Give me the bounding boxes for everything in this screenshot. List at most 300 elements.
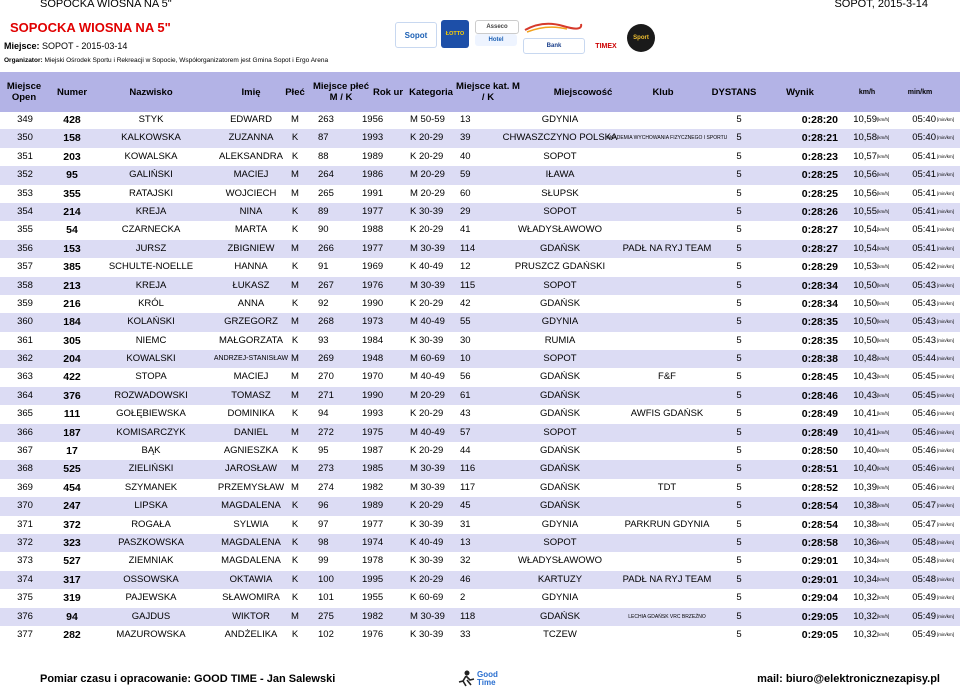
cell-city: SOPOT: [543, 353, 577, 365]
cell-sex: M: [291, 426, 299, 438]
cell-time: 0:28:23: [801, 150, 838, 163]
cell-sur: GOŁĘBIEWSKA: [116, 408, 186, 420]
cell-time: 0:28:38: [801, 353, 838, 366]
cell-kmh: 10,50: [853, 316, 877, 328]
cell-kmh-unit: [km/h]: [877, 484, 890, 490]
cell-dist: 5: [736, 371, 742, 383]
cell-pace-unit: [min/km]: [937, 576, 955, 582]
cell-pmk: 275: [318, 610, 334, 622]
cell-dist: 5: [736, 353, 742, 365]
cell-pmk: 98: [318, 536, 329, 548]
cell-club: PARKRUN GDYNIA: [624, 518, 710, 530]
cell-name: MAGDALENA: [221, 536, 281, 548]
cell-year: 1976: [362, 628, 384, 640]
cell-city: WŁADYSŁAWOWO: [517, 555, 603, 567]
cell-pmk: 90: [318, 224, 329, 236]
cell-open: 362: [17, 353, 33, 365]
cell-cat: K 30-39: [410, 518, 444, 530]
cell-kmh-unit: [km/h]: [877, 558, 890, 564]
cell-name: GRZEGORZ: [224, 316, 278, 328]
cell-sur: KALKOWSKA: [121, 132, 181, 144]
cell-num: 187: [63, 426, 81, 439]
cell-dist: 5: [736, 610, 742, 622]
cell-name: OKTAWIA: [229, 573, 273, 585]
cell-open: 368: [17, 463, 33, 475]
cell-open: 373: [17, 555, 33, 567]
cell-club: TDT: [657, 481, 677, 493]
cell-sur: KREJA: [135, 279, 167, 291]
cell-kmh: 10,40: [853, 463, 877, 475]
cell-sur: KREJA: [135, 205, 167, 217]
cell-pace: 05:45: [912, 389, 936, 401]
cell-pace-unit: [min/km]: [937, 374, 955, 380]
table-row: [0, 368, 960, 386]
cell-catp: 56: [460, 371, 471, 383]
table-row: [0, 185, 960, 203]
cell-cat: M 20-29: [410, 187, 445, 199]
cell-city: IŁAWA: [545, 169, 575, 181]
cell-pace: 05:41: [912, 205, 936, 217]
cell-pace: 05:47: [912, 500, 936, 512]
cell-year: 1970: [362, 371, 384, 383]
cell-time: 0:28:20: [801, 114, 838, 126]
cell-time: 0:28:34: [801, 279, 838, 292]
cell-kmh: 10,34: [853, 573, 877, 585]
cell-num: 94: [66, 610, 78, 623]
top-event-title: SOPOCKA WIOSNA NA 5": [40, 0, 172, 10]
good-time-logo-text: Good Time: [477, 670, 498, 687]
cell-num: 454: [63, 481, 81, 494]
cell-dist: 5: [736, 555, 742, 567]
cell-pace: 05:43: [912, 316, 936, 328]
cell-kmh: 10,58: [853, 132, 877, 144]
cell-sur: MAZUROWSKA: [116, 628, 186, 640]
cell-name: NINA: [239, 205, 263, 217]
cell-catp: 60: [460, 187, 471, 199]
cell-year: 1990: [362, 389, 384, 401]
cell-kmh-unit: [km/h]: [877, 539, 890, 545]
cell-sur: CZARNECKA: [121, 224, 181, 236]
cell-pace-unit: [min/km]: [937, 300, 955, 306]
cell-city: RUMIA: [544, 334, 576, 346]
table-row: [0, 571, 960, 589]
cell-dist: 5: [736, 481, 742, 493]
cell-kmh: 10,56: [853, 187, 877, 199]
cell-dist: 5: [736, 224, 742, 236]
cell-time: 0:28:27: [801, 224, 838, 237]
col-distance: DYSTANS: [711, 86, 757, 98]
cell-pace-unit: [min/km]: [937, 521, 955, 527]
cell-kmh-unit: [km/h]: [877, 466, 890, 472]
cell-kmh-unit: [km/h]: [877, 153, 890, 159]
cell-open: 374: [17, 573, 33, 585]
results-table-body: [0, 111, 960, 644]
table-row: [0, 405, 960, 423]
cell-num: 184: [63, 316, 81, 329]
cell-year: 1975: [362, 426, 384, 438]
cell-catp: 12: [460, 261, 471, 273]
cell-sur: ZIEMNIAK: [128, 555, 174, 567]
cell-cat: K 20-29: [410, 132, 444, 144]
cell-catp: 42: [460, 297, 471, 309]
cell-sur: BĄK: [141, 445, 161, 457]
cell-catp: 2: [460, 592, 466, 604]
cell-cat: K 40-49: [410, 261, 444, 273]
cell-kmh-unit: [km/h]: [877, 135, 890, 141]
cell-num: 17: [66, 445, 78, 458]
footer-timing-credit: Pomiar czasu i opracowanie: GOOD TIME - Jan Salewski: [40, 673, 336, 685]
cell-name: MAŁGORZATA: [218, 334, 284, 346]
table-row: [0, 258, 960, 276]
cell-name: ŁUKASZ: [232, 279, 270, 291]
cell-open: 377: [17, 628, 33, 640]
col-place-category: Miejsce kat. M / K: [456, 81, 520, 103]
sponsor-logo-lotto: ŁOTTO: [441, 20, 469, 48]
cell-catp: 43: [460, 408, 471, 420]
cell-pmk: 270: [318, 371, 334, 383]
cell-name: PRZEMYSŁAW: [217, 481, 285, 493]
cell-kmh-unit: [km/h]: [877, 411, 890, 417]
cell-pace-unit: [min/km]: [937, 631, 955, 637]
cell-pace-unit: [min/km]: [937, 135, 955, 141]
col-sex: Płeć: [285, 86, 305, 98]
cell-catp: 13: [460, 114, 471, 125]
cell-time: 0:29:01: [801, 555, 838, 568]
cell-year: 1977: [362, 205, 384, 217]
cell-name: ANDRZEJ-STANISŁAW: [213, 355, 289, 363]
cell-cat: M 30-39: [410, 279, 445, 291]
cell-num: 153: [63, 242, 81, 255]
cell-pmk: 100: [318, 573, 334, 585]
cell-dist: 5: [736, 242, 742, 254]
cell-name: HANNA: [234, 261, 268, 273]
cell-kmh: 10,56: [853, 169, 877, 181]
cell-kmh-unit: [km/h]: [877, 172, 890, 178]
col-number: Numer: [56, 86, 88, 98]
cell-time: 0:28:34: [801, 297, 838, 310]
cell-open: 369: [17, 481, 33, 493]
cell-catp: 117: [460, 481, 476, 493]
cell-open: 370: [17, 500, 33, 512]
cell-num: 422: [63, 371, 81, 384]
cell-sur: KOMISARCZYK: [116, 426, 186, 438]
cell-dist: 5: [736, 132, 742, 144]
cell-time: 0:28:29: [801, 261, 838, 274]
page-top-line: [0, 0, 960, 12]
cell-city: WŁADYSŁAWOWO: [517, 224, 603, 236]
cell-city: PRUSZCZ GDAŃSKI: [514, 261, 606, 273]
cell-city: GDAŃSK: [539, 389, 581, 401]
cell-year: 1989: [362, 500, 384, 512]
cell-num: 204: [63, 353, 81, 366]
cell-sur: GAJDUS: [131, 610, 171, 622]
event-title: SOPOCKA WIOSNA NA 5": [10, 20, 171, 35]
cell-city: GDAŃSK: [539, 371, 581, 383]
cell-pmk: 268: [318, 316, 334, 328]
cell-sur: STOPA: [135, 371, 167, 383]
cell-open: 356: [17, 242, 33, 254]
top-place-date: SOPOT, 2015-3-14: [834, 0, 928, 10]
cell-catp: 33: [460, 628, 471, 640]
table-row: [0, 350, 960, 368]
cell-kmh-unit: [km/h]: [877, 521, 890, 527]
cell-pace: 05:46: [912, 463, 936, 475]
cell-kmh: 10,57: [853, 150, 877, 162]
cell-cat: M 40-49: [410, 426, 445, 438]
cell-pmk: 265: [318, 187, 334, 199]
cell-kmh: 10,40: [853, 445, 877, 457]
cell-pmk: 263: [318, 114, 334, 125]
cell-cat: K 30-39: [410, 205, 444, 217]
cell-cat: M 30-39: [410, 242, 445, 254]
cell-dist: 5: [736, 628, 742, 640]
organizer-value: Miejski Ośrodek Sportu i Rekreacji w Sopocie, Współorganizatorem jest Gmina Sopot i Ergo Arena: [42, 57, 329, 64]
cell-cat: M 60-69: [410, 353, 445, 365]
cell-pace: 05:49: [912, 628, 936, 640]
cell-dist: 5: [736, 187, 742, 199]
cell-kmh: 10,32: [853, 592, 877, 604]
cell-time: 0:28:49: [801, 408, 838, 421]
cell-city: SOPOT: [543, 150, 577, 162]
cell-year: 1987: [362, 445, 384, 457]
cell-pace: 05:42: [912, 261, 936, 273]
cell-pace-unit: [min/km]: [937, 172, 955, 178]
cell-club: PADŁ NA RYJ TEAM: [622, 242, 712, 254]
cell-year: 1985: [362, 463, 384, 475]
cell-catp: 39: [460, 132, 471, 144]
place-line: [4, 41, 127, 51]
table-row: [0, 552, 960, 570]
cell-sex: M: [291, 279, 299, 291]
cell-name: TOMASZ: [231, 389, 271, 401]
cell-pace-unit: [min/km]: [937, 466, 955, 472]
cell-cat: M 40-49: [410, 371, 445, 383]
cell-open: 352: [17, 169, 33, 181]
cell-pace: 05:43: [912, 334, 936, 346]
cell-pace-unit: [min/km]: [937, 558, 955, 564]
cell-name: ZBIGNIEW: [227, 242, 275, 254]
cell-year: 1989: [362, 150, 384, 162]
cell-kmh-unit: [km/h]: [877, 282, 890, 288]
cell-city: GDAŃSK: [539, 297, 581, 309]
cell-catp: 115: [460, 279, 476, 291]
cell-pace-unit: [min/km]: [937, 356, 955, 362]
cell-kmh-unit: [km/h]: [877, 595, 890, 601]
cell-cat: M 50-59: [410, 114, 445, 125]
cell-pace: 05:48: [912, 573, 936, 585]
cell-year: 1993: [362, 132, 384, 144]
cell-num: 323: [63, 536, 81, 549]
cell-pace: 05:47: [912, 518, 936, 530]
cell-sur: GALIŃSKI: [129, 169, 173, 181]
cell-pace: 05:43: [912, 279, 936, 291]
cell-name: ANDŻELIKA: [224, 628, 278, 640]
cell-name: WOJCIECH: [225, 187, 277, 199]
cell-cat: K 20-29: [410, 408, 444, 420]
table-row: [0, 295, 960, 313]
organizer-label: Organizator:: [4, 57, 43, 64]
col-year: Rok ur: [372, 86, 404, 98]
cell-kmh-unit: [km/h]: [877, 319, 890, 325]
cell-kmh-unit: [km/h]: [877, 300, 890, 306]
cell-pace-unit: [min/km]: [937, 595, 955, 601]
col-city: Miejscowość: [553, 86, 613, 98]
cell-club: F&F: [658, 371, 676, 383]
cell-time: 0:29:01: [801, 573, 838, 586]
cell-pmk: 91: [318, 261, 329, 273]
cell-dist: 5: [736, 426, 742, 438]
cell-kmh-unit: [km/h]: [877, 576, 890, 582]
cell-num: 213: [63, 279, 81, 292]
cell-year: 1991: [362, 187, 384, 199]
cell-num: 527: [63, 555, 81, 568]
cell-pace-unit: [min/km]: [937, 337, 955, 343]
cell-pace-unit: [min/km]: [937, 539, 955, 545]
cell-catp: 55: [460, 316, 471, 328]
cell-num: 216: [63, 297, 81, 310]
cell-open: 353: [17, 187, 33, 199]
cell-pace-unit: [min/km]: [937, 117, 955, 122]
cell-sex: M: [291, 371, 299, 383]
cell-sur: SCHULTE-NOELLE: [108, 261, 194, 273]
cell-dist: 5: [736, 389, 742, 401]
cell-kmh: 10,38: [853, 500, 877, 512]
table-row: [0, 442, 960, 460]
cell-city: SOPOT: [543, 426, 577, 438]
cell-year: 1969: [362, 261, 384, 273]
cell-city: TCZEW: [543, 628, 577, 640]
cell-open: 367: [17, 445, 33, 457]
cell-catp: 29: [460, 205, 471, 217]
cell-dist: 5: [736, 408, 742, 420]
cell-name: MACIEJ: [233, 169, 269, 181]
cell-sur: LIPSKA: [134, 500, 168, 512]
cell-year: 1955: [362, 592, 384, 604]
cell-open: 359: [17, 297, 33, 309]
cell-sur: OSSOWSKA: [123, 573, 179, 585]
cell-year: 1973: [362, 316, 384, 328]
cell-cat: M 40-49: [410, 316, 445, 328]
cell-sex: K: [291, 518, 299, 530]
cell-year: 1990: [362, 297, 384, 309]
cell-pmk: 271: [318, 389, 334, 401]
cell-sur: SZYMANEK: [124, 481, 178, 493]
cell-sex: M: [291, 463, 299, 475]
cell-sur: ROGAŁA: [131, 518, 171, 530]
cell-kmh: 10,50: [853, 279, 877, 291]
cell-kmh: 10,43: [853, 389, 877, 401]
table-row: [0, 277, 960, 295]
cell-dist: 5: [736, 518, 742, 530]
cell-city: SOPOT: [543, 536, 577, 548]
cell-pace: 05:43: [912, 297, 936, 309]
cell-catp: 31: [460, 518, 471, 530]
cell-time: 0:29:05: [801, 610, 838, 623]
cell-year: 1974: [362, 536, 384, 548]
cell-kmh-unit: [km/h]: [877, 503, 890, 509]
cell-dist: 5: [736, 536, 742, 548]
cell-sex: M: [291, 610, 299, 622]
table-row: [0, 313, 960, 331]
cell-kmh-unit: [km/h]: [877, 245, 890, 251]
cell-pace: 05:46: [912, 426, 936, 438]
cell-dist: 5: [736, 334, 742, 346]
sponsor-logos: [395, 18, 657, 66]
cell-pmk: 88: [318, 150, 329, 162]
cell-name: EDWARD: [230, 114, 272, 125]
cell-year: 1986: [362, 169, 384, 181]
cell-cat: K 20-29: [410, 297, 444, 309]
cell-kmh: 10,34: [853, 555, 877, 567]
cell-year: 1995: [362, 573, 384, 585]
cell-cat: K 20-29: [410, 224, 444, 236]
table-row: [0, 479, 960, 497]
cell-dist: 5: [736, 297, 742, 309]
cell-sex: K: [291, 555, 299, 567]
cell-kmh: 10,54: [853, 242, 877, 254]
cell-catp: 61: [460, 389, 471, 401]
cell-kmh-unit: [km/h]: [877, 337, 890, 343]
cell-num: 305: [63, 334, 81, 347]
cell-sex: M: [291, 353, 299, 365]
cell-time: 0:28:52: [801, 481, 838, 494]
cell-name: ANNA: [237, 297, 265, 309]
sponsor-logo-timex: TIMEX: [591, 40, 621, 52]
cell-name: DOMINIKA: [227, 408, 275, 420]
good-time-logo: [455, 670, 515, 688]
cell-time: 0:29:04: [801, 592, 838, 605]
cell-pace-unit: [min/km]: [937, 153, 955, 159]
cell-time: 0:28:45: [801, 371, 838, 384]
cell-sex: K: [291, 224, 299, 236]
cell-year: 1976: [362, 279, 384, 291]
cell-name: MAGDALENA: [221, 500, 281, 512]
cell-year: 1948: [362, 353, 384, 365]
cell-pmk: 273: [318, 463, 334, 475]
cell-cat: K 20-29: [410, 150, 444, 162]
cell-dist: 5: [736, 169, 742, 181]
cell-kmh-unit: [km/h]: [877, 190, 890, 196]
cell-sur: STYK: [138, 114, 164, 125]
cell-time: 0:28:46: [801, 389, 838, 402]
cell-year: 1977: [362, 518, 384, 530]
cell-name: SYLWIA: [233, 518, 269, 530]
cell-sex: M: [291, 481, 299, 493]
cell-cat: K 40-49: [410, 536, 444, 548]
table-row: [0, 608, 960, 626]
cell-cat: M 30-39: [410, 481, 445, 493]
sponsor-logo-sport: Sport: [627, 24, 655, 52]
table-row: [0, 626, 960, 644]
cell-kmh-unit: [km/h]: [877, 356, 890, 362]
cell-pace: 05:41: [912, 169, 936, 181]
cell-pace: 05:46: [912, 408, 936, 420]
cell-city: GDYNIA: [541, 114, 579, 125]
col-open: Miejsce Open: [6, 81, 42, 103]
cell-city: CHWASZCZYNO POLSKA: [502, 132, 618, 144]
cell-sex: K: [291, 500, 299, 512]
cell-catp: 30: [460, 334, 471, 346]
cell-time: 0:28:50: [801, 445, 838, 458]
cell-sex: M: [291, 187, 299, 199]
cell-pmk: 272: [318, 426, 334, 438]
cell-sur: ROZWADOWSKI: [114, 389, 188, 401]
cell-pace-unit: [min/km]: [937, 392, 955, 398]
cell-kmh: 10,41: [853, 426, 877, 438]
cell-name: MACIEJ: [233, 371, 269, 383]
cell-pmk: 94: [318, 408, 329, 420]
cell-sur: RATAJSKI: [129, 187, 173, 199]
